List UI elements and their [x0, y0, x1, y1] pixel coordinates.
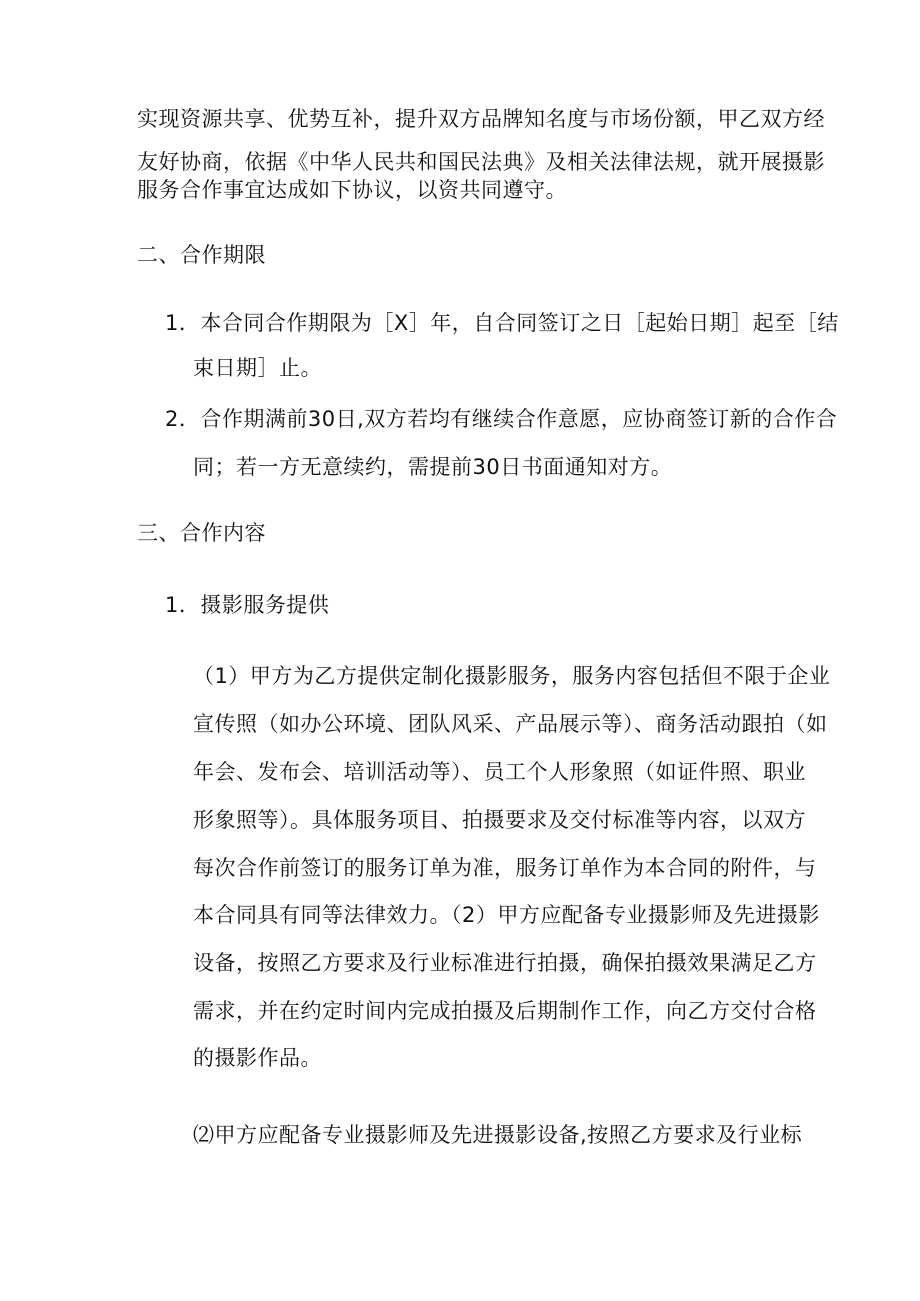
section3-para2-line-1: ⑵甲方应配备专业摄影师及先进摄影设备,按照乙方要求及行业标: [193, 1123, 803, 1147]
intro-line-1: 实现资源共享、优势互补，提升双方品牌知名度与市场份额，甲乙双方经: [137, 107, 825, 131]
section2-item1-line-2: 束日期］止。: [193, 356, 322, 380]
section2-heading: 二、合作期限: [137, 243, 266, 267]
section3-para1-line-3: 年会、发布会、培训活动等）、员工个人形象照（如证件照、职业: [193, 760, 806, 784]
section3-item1-label: 1．摄影服务提供: [165, 593, 330, 617]
section3-para1-line-9: 的摄影作品。: [193, 1046, 322, 1070]
section3-para1-line-7: 设备，按照乙方要求及行业标准进行拍摄，确保拍摄效果满足乙方: [193, 951, 817, 975]
section2-item2-line-2: 同；若一方无意续约，需提前30日书面通知对方。: [193, 455, 673, 479]
section3-para1-line-4: 形象照等）。具体服务项目、拍摄要求及交付标准等内容，以双方: [193, 808, 806, 832]
intro-line-2: 友好协商，依据《中华人民共和国民法典》及相关法律法规，就开展摄影: [137, 150, 825, 174]
section2-item2-line-1: 2．合作期满前30日,双方若均有继续合作意愿，应协商签订新的合作合: [165, 407, 838, 431]
section3-heading: 三、合作内容: [137, 521, 266, 545]
section3-para1-line-1: （1）甲方为乙方提供定制化摄影服务，服务内容包括但不限于企业: [193, 664, 831, 688]
section2-item1-line-1: 1．本合同合作期限为［X］年，自合同签订之日［起始日期］起至［结: [165, 311, 839, 335]
intro-line-3: 服务合作事宜达成如下协议，以资共同遵守。: [137, 178, 567, 202]
section3-para1-line-8: 需求，并在约定时间内完成拍摄及后期制作工作，向乙方交付合格: [193, 999, 817, 1023]
section3-para1-line-6: 本合同具有同等法律效力。（2）甲方应配备专业摄影师及先进摄影: [193, 903, 820, 927]
section3-para1-line-5: 每次合作前签订的服务订单为准，服务订单作为本合同的附件，与: [193, 856, 817, 880]
section3-para1-line-2: 宣传照（如办公环境、团队风采、产品展示等）、商务活动跟拍（如: [193, 712, 828, 736]
